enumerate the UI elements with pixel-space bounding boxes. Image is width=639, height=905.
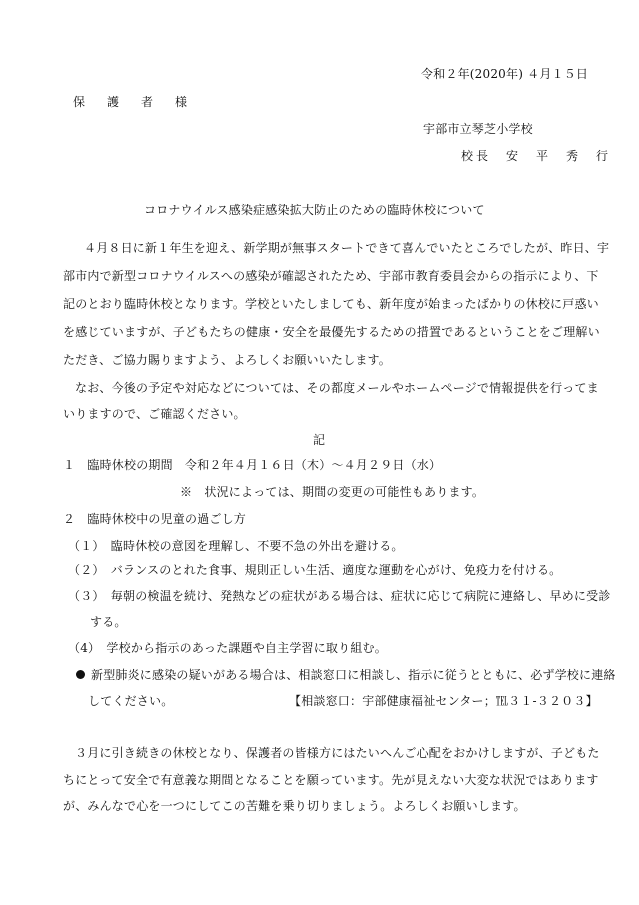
ki-heading: 記 — [313, 433, 326, 447]
document-title: コロナウイルス感染症感染拡大防止のための臨時休校について — [144, 203, 485, 217]
intro-line: いりますので、ご確認ください。 — [63, 407, 246, 421]
list-item: （１） 臨時休校の意図を理解し、不要不急の外出を避ける。 — [68, 539, 404, 553]
list-item: （4） 学校から指示のあった課題や自主学習に取り組む。 — [68, 641, 387, 655]
bullet-icon — [76, 670, 85, 679]
list-item-continuation: する。 — [90, 615, 127, 629]
intro-line: なお、今後の予定や対応などについては、その都度メールやホームページで情報提供を行ってま — [75, 381, 599, 395]
section2-heading: ２ 臨時休校中の児童の過ごし方 — [63, 512, 247, 526]
bullet-text: してください。 — [88, 694, 174, 708]
intro-line: を感じていますが、子どもたちの健康・安全を最優先するための措置であるということをご理解い — [63, 325, 600, 339]
school-name: 宇部市立琴芝小学校 — [423, 122, 533, 136]
closing-line: ちにとって安全で有意義な期間となることを願っています。先が見えない大変な状況ではあります — [63, 773, 599, 787]
bullet-text: 新型肺炎に感染の疑いがある場合は、相談窓口に相談し、指示に従うとともに、必ず学校に連絡 — [91, 668, 616, 682]
consult-info: 【相談窓口：宇部健康福祉センター；℡３１-３２０３】 — [289, 694, 598, 708]
list-item: （２） バランスのとれた食事、規則正しい生活、適度な運動を心がけ、免疫力を付ける。 — [68, 563, 562, 577]
section1-note: ※ 状況によっては、期間の変更の可能性もあります。 — [180, 485, 485, 499]
closing-line: ３月に引き続きの休校となり、保護者の皆様方にはたいへんご心配をおかけしますが、子どもた — [75, 746, 600, 760]
intro-line: 記のとおり臨時休校となります。学校といたしましても、新年度が始まったばかりの休校に戸惑い — [63, 297, 599, 311]
closing-line: が、みんなで心を一つにしてこの苦難を乗り切りましょう。よろしくお願いします。 — [63, 799, 526, 813]
date: 令和２年(2020年) ４月１５日 — [421, 67, 589, 81]
intro-line: ただき、ご協力賜りますよう、よろしくお願いいたします。 — [63, 353, 391, 367]
section1-heading: １ 臨時休校の期間 令和２年４月１６日（木）～４月２９日（水） — [63, 458, 442, 472]
recipient: 保 護 者 様 — [73, 95, 193, 109]
intro-line: 部市内で新型コロナウイルスへの感染が確認されたため、宇部市教育委員会からの指示により、下 — [63, 269, 599, 283]
intro-line: ４月８日に新１年生を迎え、新学期が無事スタートできて喜んでいたところでしたが、昨日、宇 — [84, 241, 610, 255]
principal-name: 校長 安 平 秀 行 — [461, 149, 612, 163]
list-item: （３） 毎朝の検温を続け、発熱などの症状がある場合は、症状に応じて病院に連絡し、早めに受診 — [68, 589, 611, 603]
